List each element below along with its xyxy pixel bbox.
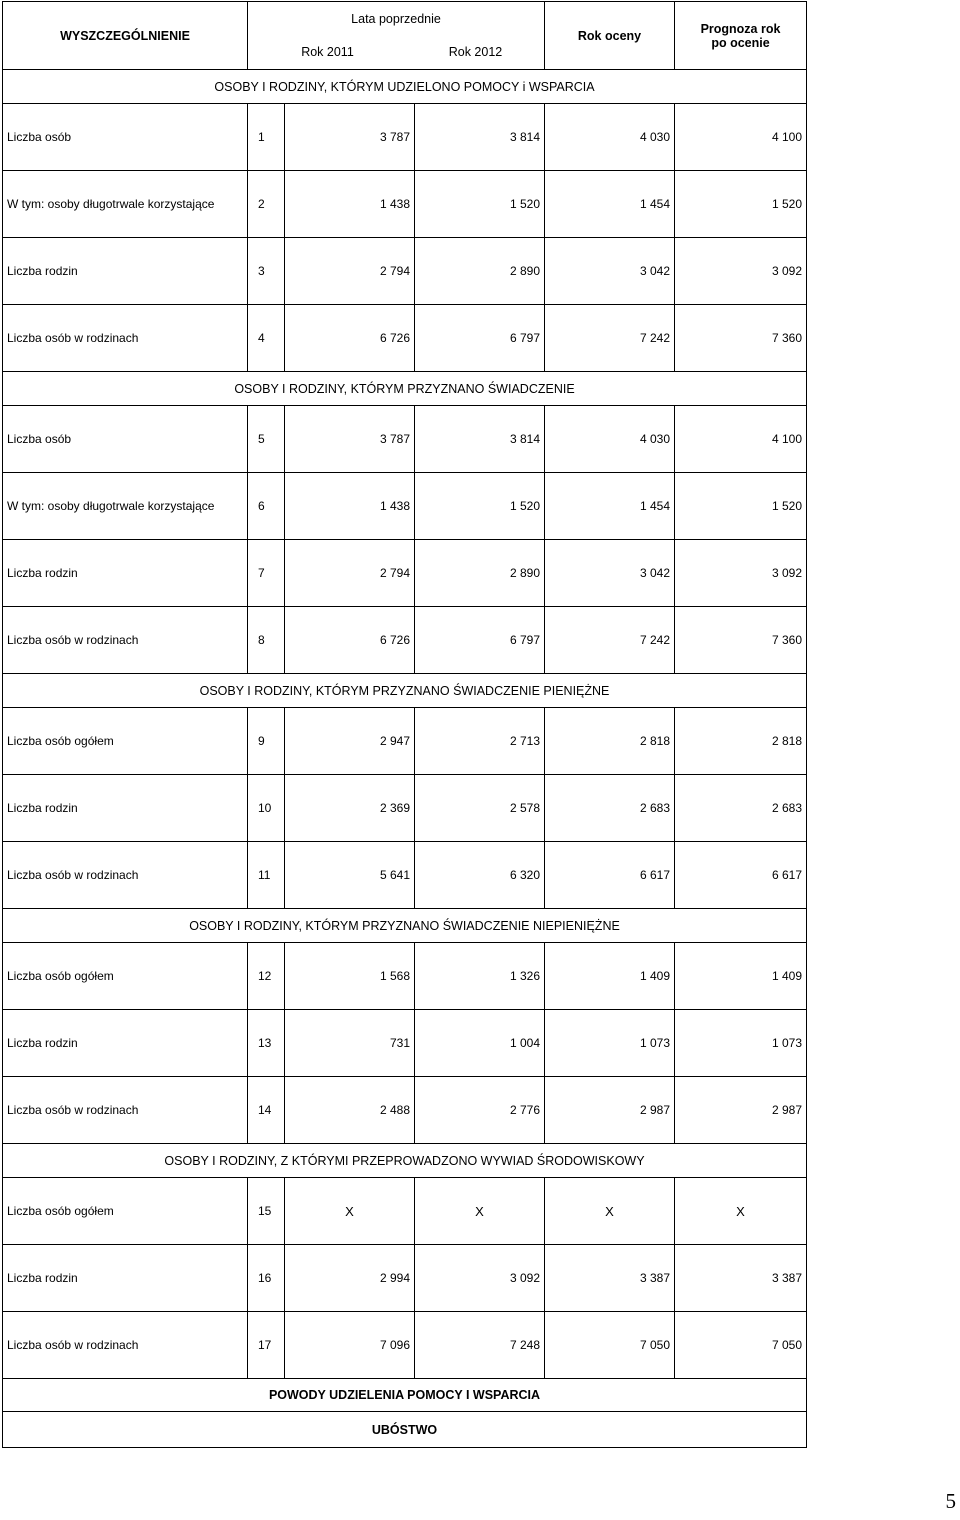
value-cell-1: 2 488: [285, 1077, 415, 1144]
value-cell-1: 3 787: [285, 406, 415, 473]
section-title: OSOBY I RODZINY, KTÓRYM UDZIELONO POMOCY i WSPARCIA: [3, 70, 807, 104]
value-cell-2: X: [415, 1178, 545, 1245]
section-title: OSOBY I RODZINY, KTÓRYM PRZYZNANO ŚWIADCZENIE: [3, 372, 807, 406]
row-number: 4: [248, 305, 285, 372]
row-number: 12: [248, 943, 285, 1010]
header-year-2012: Rok 2012: [448, 45, 503, 59]
value-cell-2: 2 776: [415, 1077, 545, 1144]
row-label: Liczba osób: [3, 406, 248, 473]
row-label: Liczba rodzin: [3, 1245, 248, 1312]
row-number: 9: [248, 708, 285, 775]
row-number: 7: [248, 540, 285, 607]
header-year-2011: Rok 2011: [301, 45, 354, 59]
value-cell-1: 2 794: [285, 540, 415, 607]
table-row: [3, 104, 807, 171]
value-cell-1: 5 641: [285, 842, 415, 909]
section-header-row: [3, 372, 807, 406]
value-cell-2: 6 797: [415, 607, 545, 674]
value-cell-4: 1 409: [675, 943, 807, 1010]
value-cell-4: 1 520: [675, 171, 807, 238]
section-title: OSOBY I RODZINY, Z KTÓRYMI PRZEPROWADZONO WYWIAD ŚRODOWISKOWY: [3, 1144, 807, 1178]
table-row: [3, 473, 807, 540]
row-number: 17: [248, 1312, 285, 1379]
row-number: 1: [248, 104, 285, 171]
section-title: OSOBY I RODZINY, KTÓRYM PRZYZNANO ŚWIADCZENIE PIENIĘŻNE: [3, 674, 807, 708]
row-number: 15: [248, 1178, 285, 1245]
row-number: 14: [248, 1077, 285, 1144]
value-cell-3: 3 387: [545, 1245, 675, 1312]
value-cell-4: 2 818: [675, 708, 807, 775]
footer-title: UBÓSTWO: [3, 1412, 807, 1448]
value-cell-1: 731: [285, 1010, 415, 1077]
value-cell-4: 3 092: [675, 238, 807, 305]
header-forecast-cell: [675, 2, 807, 70]
value-cell-1: 3 787: [285, 104, 415, 171]
value-cell-2: 7 248: [415, 1312, 545, 1379]
section-header-row: [3, 674, 807, 708]
table-row: [3, 775, 807, 842]
value-cell-3: 7 242: [545, 607, 675, 674]
value-cell-1: 2 994: [285, 1245, 415, 1312]
row-label: Liczba osób w rodzinach: [3, 842, 248, 909]
value-cell-4: X: [675, 1178, 807, 1245]
row-label: Liczba osób w rodzinach: [3, 607, 248, 674]
row-number: 16: [248, 1245, 285, 1312]
value-cell-1: 6 726: [285, 305, 415, 372]
row-label: Liczba osób w rodzinach: [3, 1312, 248, 1379]
row-number: 3: [248, 238, 285, 305]
value-cell-4: 1 520: [675, 473, 807, 540]
value-cell-3: 1 454: [545, 171, 675, 238]
table-row: [3, 607, 807, 674]
row-label: Liczba osób w rodzinach: [3, 1077, 248, 1144]
value-cell-1: 2 369: [285, 775, 415, 842]
value-cell-2: 3 814: [415, 406, 545, 473]
value-cell-3: 7 242: [545, 305, 675, 372]
row-label: Liczba rodzin: [3, 238, 248, 305]
row-number: 2: [248, 171, 285, 238]
header-forecast-line1: Prognoza rok: [700, 21, 781, 36]
value-cell-1: 6 726: [285, 607, 415, 674]
value-cell-3: 3 042: [545, 540, 675, 607]
header-label: WYSZCZEGÓLNIENIE: [60, 28, 190, 43]
section-header-row: [3, 909, 807, 943]
row-label: W tym: osoby długotrwale korzystające: [3, 473, 248, 540]
value-cell-4: 3 387: [675, 1245, 807, 1312]
value-cell-3: 4 030: [545, 406, 675, 473]
header-prev-years-cell: [248, 2, 545, 70]
header-eval-year-cell: [545, 2, 675, 70]
row-number: 6: [248, 473, 285, 540]
row-label: Liczba osób ogółem: [3, 708, 248, 775]
value-cell-4: 7 360: [675, 305, 807, 372]
footer-row: [3, 1379, 807, 1412]
value-cell-4: 3 092: [675, 540, 807, 607]
table-row: [3, 1245, 807, 1312]
value-cell-3: 2 683: [545, 775, 675, 842]
section-header-row: [3, 70, 807, 104]
value-cell-1: 2 947: [285, 708, 415, 775]
value-cell-3: 7 050: [545, 1312, 675, 1379]
table-row: [3, 1312, 807, 1379]
table-row: [3, 842, 807, 909]
value-cell-4: 2 987: [675, 1077, 807, 1144]
section-title: OSOBY I RODZINY, KTÓRYM PRZYZNANO ŚWIADCZENIE NIEPIENIĘŻNE: [3, 909, 807, 943]
value-cell-2: 2 890: [415, 238, 545, 305]
row-label: W tym: osoby długotrwale korzystające: [3, 171, 248, 238]
value-cell-2: 6 797: [415, 305, 545, 372]
value-cell-3: 4 030: [545, 104, 675, 171]
header-forecast-line2: po ocenie: [711, 35, 770, 50]
row-label: Liczba rodzin: [3, 1010, 248, 1077]
value-cell-1: 7 096: [285, 1312, 415, 1379]
table-row: [3, 171, 807, 238]
header-eval-year: Rok oceny: [577, 28, 642, 43]
row-label: Liczba osób ogółem: [3, 1178, 248, 1245]
header-label-cell: [3, 2, 248, 70]
value-cell-4: 7 360: [675, 607, 807, 674]
header-prev-years: Lata poprzednie: [351, 12, 441, 26]
header-row: [3, 2, 807, 70]
table-row: [3, 1010, 807, 1077]
value-cell-4: 4 100: [675, 406, 807, 473]
statistics-table: [2, 1, 807, 1448]
table-row: [3, 238, 807, 305]
value-cell-1: X: [285, 1178, 415, 1245]
value-cell-4: 6 617: [675, 842, 807, 909]
value-cell-3: 3 042: [545, 238, 675, 305]
value-cell-2: 1 004: [415, 1010, 545, 1077]
table-row: [3, 1178, 807, 1245]
value-cell-2: 6 320: [415, 842, 545, 909]
value-cell-3: 1 409: [545, 943, 675, 1010]
table-row: [3, 1077, 807, 1144]
row-label: Liczba osób w rodzinach: [3, 305, 248, 372]
value-cell-2: 3 814: [415, 104, 545, 171]
row-label: Liczba rodzin: [3, 775, 248, 842]
row-number: 10: [248, 775, 285, 842]
row-label: Liczba rodzin: [3, 540, 248, 607]
value-cell-3: 1 073: [545, 1010, 675, 1077]
value-cell-1: 1 568: [285, 943, 415, 1010]
row-number: 11: [248, 842, 285, 909]
footer-title: POWODY UDZIELENIA POMOCY I WSPARCIA: [3, 1379, 807, 1412]
value-cell-4: 1 073: [675, 1010, 807, 1077]
section-header-row: [3, 1144, 807, 1178]
value-cell-3: 1 454: [545, 473, 675, 540]
value-cell-3: 6 617: [545, 842, 675, 909]
value-cell-2: 2 713: [415, 708, 545, 775]
table-row: [3, 406, 807, 473]
value-cell-2: 3 092: [415, 1245, 545, 1312]
value-cell-3: X: [545, 1178, 675, 1245]
row-number: 8: [248, 607, 285, 674]
row-label: Liczba osób ogółem: [3, 943, 248, 1010]
value-cell-1: 1 438: [285, 171, 415, 238]
value-cell-2: 1 520: [415, 171, 545, 238]
value-cell-4: 7 050: [675, 1312, 807, 1379]
value-cell-1: 2 794: [285, 238, 415, 305]
value-cell-2: 1 326: [415, 943, 545, 1010]
table-row: [3, 943, 807, 1010]
row-number: 5: [248, 406, 285, 473]
footer-row: [3, 1412, 807, 1448]
table-row: [3, 540, 807, 607]
value-cell-2: 1 520: [415, 473, 545, 540]
value-cell-3: 2 987: [545, 1077, 675, 1144]
table-row: [3, 708, 807, 775]
value-cell-2: 2 890: [415, 540, 545, 607]
value-cell-3: 2 818: [545, 708, 675, 775]
row-label: Liczba osób: [3, 104, 248, 171]
value-cell-1: 1 438: [285, 473, 415, 540]
value-cell-2: 2 578: [415, 775, 545, 842]
value-cell-4: 4 100: [675, 104, 807, 171]
table-row: [3, 305, 807, 372]
value-cell-4: 2 683: [675, 775, 807, 842]
row-number: 13: [248, 1010, 285, 1077]
page-number: 5: [945, 1489, 956, 1513]
